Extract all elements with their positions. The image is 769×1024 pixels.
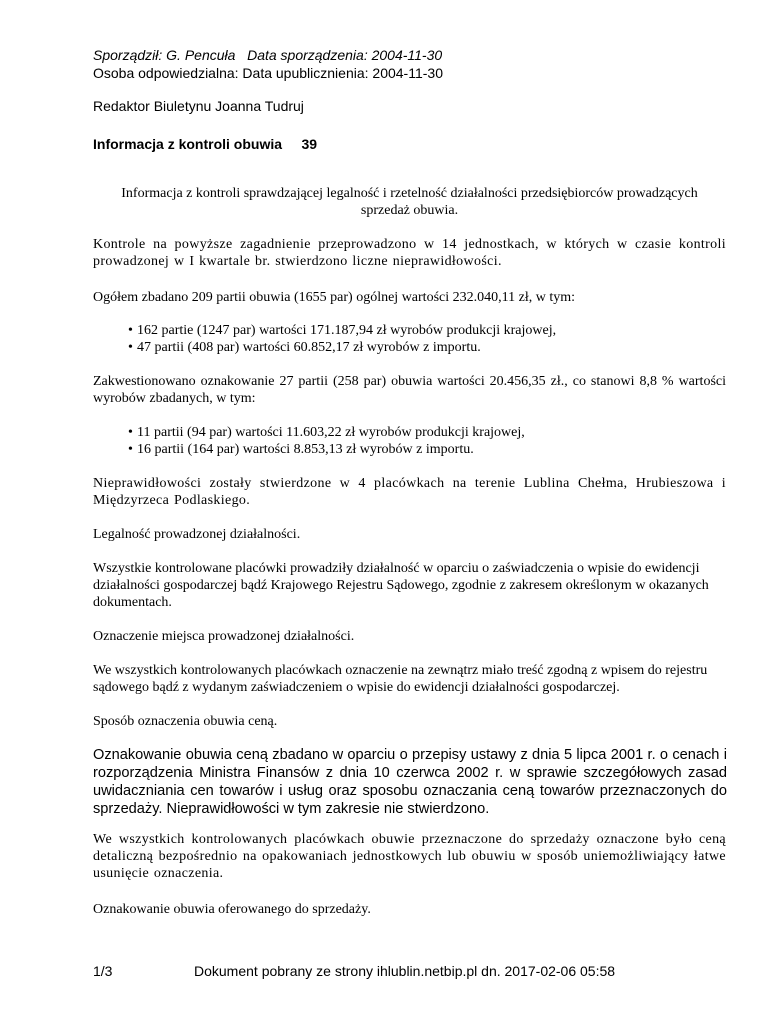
- list-item: • 162 partie (1247 par) wartości 171.187,94 zł wyrobów produkcji krajowej,: [128, 322, 556, 339]
- paragraph-retail-price: We wszystkich kontrolowanych placówkach obuwie przeznaczone do sprzedaży oznaczone było ceną detaliczną bezpośrednio na opakowaniach jednostkowych lub obuwiu w sposób uniemożliwiający łatwe usunięcie oznaczenia.: [93, 832, 726, 881]
- list-tested-lots: [128, 322, 556, 356]
- list-questioned-lots: [128, 424, 525, 458]
- document-title-line: [93, 135, 317, 153]
- document-number: 39: [301, 136, 318, 152]
- section-heading-pricing: Sposób oznaczenia obuwia ceną.: [93, 714, 278, 729]
- download-source: Dokument pobrany ze strony ihlublin.netbip.pl dn. 2017-02-06 05:58: [194, 963, 616, 979]
- prepared-line: [93, 46, 442, 64]
- paragraph-controls: Kontrole na powyższe zagadnienie przeprowadzono w 14 jednostkach, w których w czasie kontroli prowadzonej w I kwartale br. stwierdzono liczne nieprawidłowości.: [93, 237, 726, 269]
- prepared-by: Sporządził: G. Pencuła: [93, 47, 236, 63]
- paragraph-total: Ogółem zbadano 209 partii obuwia (1655 par) ogólnej wartości 232.040,11 zł, w tym:: [93, 290, 575, 305]
- section-heading-legality: Legalność prowadzonej działalności.: [93, 527, 301, 542]
- section-heading-location: Oznaczenie miejsca prowadzonej działalności.: [93, 629, 355, 644]
- paragraph-pricing: Oznakowanie obuwia ceną zbadano w oparciu o przepisy ustawy z dnia 5 lipca 2001 r. o cenach i rozporządzenia Ministra Finansów z dnia 10 czerwca 2002 r. w sprawie szczegółowych zasad uwidaczniania cen towarów i usług oraz sposobu oznaczania ceną towarów przeznaczonych do sprzedaży. Nieprawidłowości w tym zakresie nie stwierdzono.: [93, 747, 727, 817]
- list-item: • 11 partii (94 par) wartości 11.603,22 zł wyrobów produkcji krajowej,: [128, 424, 525, 441]
- paragraph-questioned: Zakwestionowano oznakowanie 27 partii (258 par) obuwia wartości 20.456,35 zł., co stanowi 8,8 % wartości wyrobów zbadanych, w tym:: [93, 374, 726, 406]
- page-number: 1/3: [93, 963, 113, 979]
- editor-line: Redaktor Biuletynu Joanna Tudruj: [93, 98, 304, 114]
- intro-paragraph: Informacja z kontroli sprawdzającej legalność i rzetelność działalności przedsiębiorców prowadzących sprzedaż obuwia.: [121, 186, 698, 218]
- document-title: Informacja z kontroli obuwia: [93, 136, 283, 152]
- section-heading-labelling: Oznakowanie obuwia oferowanego do sprzedaży.: [93, 902, 371, 917]
- paragraph-location: We wszystkich kontrolowanych placówkach oznaczenie na zewnątrz miało treść zgodną z wpisem do rejestru sądowego bądź z wydanym zaświadczeniem o wpisie do ewidencji działalności gospodarczej.: [93, 663, 708, 695]
- list-item: • 47 partii (408 par) wartości 60.852,17 zł wyrobów z importu.: [128, 339, 556, 356]
- paragraph-legality: Wszystkie kontrolowane placówki prowadziły działalność w oparciu o zaświadczenia o wpisie do ewidencji działalności gospodarczej bądź Krajowego Rejestru Sądowego, zgodnie z zakresem określonym w okazanych dokumentach.: [93, 561, 709, 610]
- prepared-date: Data sporządzenia: 2004-11-30: [247, 47, 443, 63]
- paragraph-irregularities: Nieprawidłowości zostały stwierdzone w 4 placówkach na terenie Lublina Chełma, Hrubieszowa i Międzyrzeca Podlaskiego.: [93, 476, 726, 508]
- list-item: • 16 partii (164 par) wartości 8.853,13 zł wyrobów z importu.: [128, 441, 525, 458]
- responsible-line: Osoba odpowiedzialna: Data upublicznienia: 2004-11-30: [93, 65, 443, 81]
